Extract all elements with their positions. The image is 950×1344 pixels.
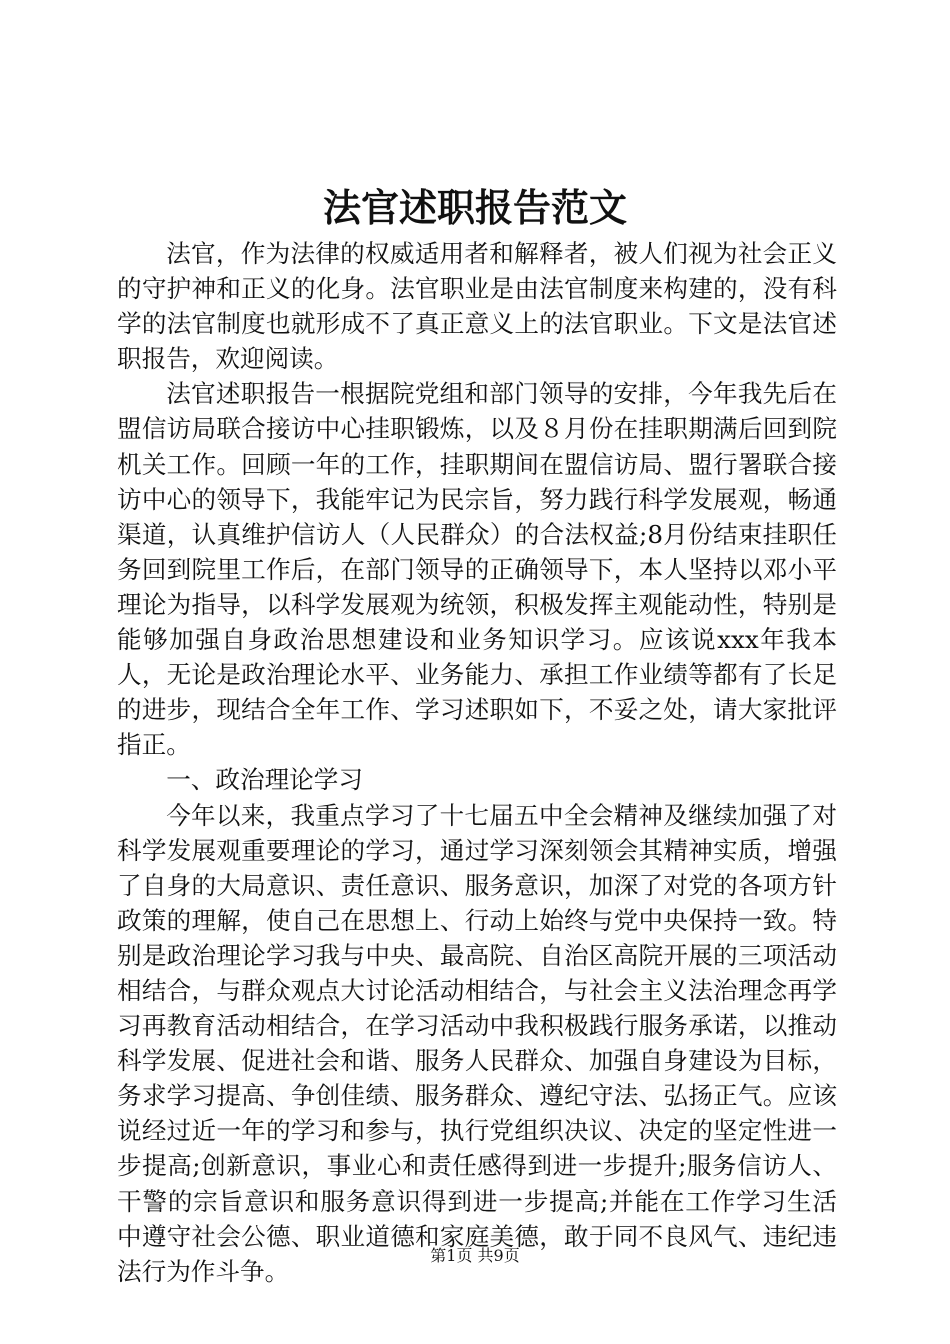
- paragraph-political-theory: 今年以来，我重点学习了十七届五中全会精神及继续加强了对科学发展观重要理论的学习，通过学习深刻领会其精神实质，增强了自身的大局意识、责任意识、服务意识，加深了对党的各项方针政策的理解，使自己在思想上、行动上始终与党中央保持一致。特别是政治理论学习我与中央、最高院、自治区高院开展的三项活动相结合，与群众观点大讨论活动相结合，与社会主义法治理念再学习再教育活动相结合，在学习活动中我积极践行服务承诺，以推动科学发展、促进社会和谐、服务人民群众、加强自身建设为目标，务求学习提高、争创佳绩、服务群众、遵纪守法、弘扬正气。应该说经过近一年的学习和参与，执行党组织决议、决定的坚定性进一步提高;创新意识，事业心和责任感得到进一步提升;服务信访人、干警的宗旨意识和服务意识得到进一步提高;并能在工作学习生活中遵守社会公德、职业道德和家庭美德，敢于同不良风气、违纪违法行为作斗争。: [117, 800, 837, 1286]
- document-body: [117, 236, 837, 1289]
- document-title: 法官述职报告范文: [322, 185, 627, 230]
- paragraph-report-one: 法官述职报告一根据院党组和部门领导的安排，今年我先后在盟信访局联合接访中心挂职锻炼，以及８月份在挂职期满后回到院机关工作。回顾一年的工作，挂职期间在盟信访局、盟行署联合接访中心的领导下，我能牢记为民宗旨，努力践行科学发展观，畅通渠道，认真维护信访人（人民群众）的合法权益;8月份结束挂职任务回到院里工作后，在部门领导的正确领导下，本人坚持以邓小平理论为指导，以科学发展观为统领，积极发挥主观能动性，特别是能够加强自身政治思想建设和业务知识学习。应该说xxx年我本人，无论是政治理论水平、业务能力、承担工作业绩等都有了长足的进步，现结合全年工作、学习述职如下，不妥之处，请大家批评指正。: [117, 379, 837, 760]
- page-number-footer: 第1页 共9页: [430, 1246, 520, 1265]
- section-heading-political-theory: 一、政治理论学习: [166, 765, 363, 795]
- paragraph-intro: 法官，作为法律的权威适用者和解释者，被人们视为社会正义的守护神和正义的化身。法官职业是由法官制度来构建的，没有科学的法官制度也就形成不了真正意义上的法官职业。下文是法官述职报告，欢迎阅读。: [117, 239, 837, 374]
